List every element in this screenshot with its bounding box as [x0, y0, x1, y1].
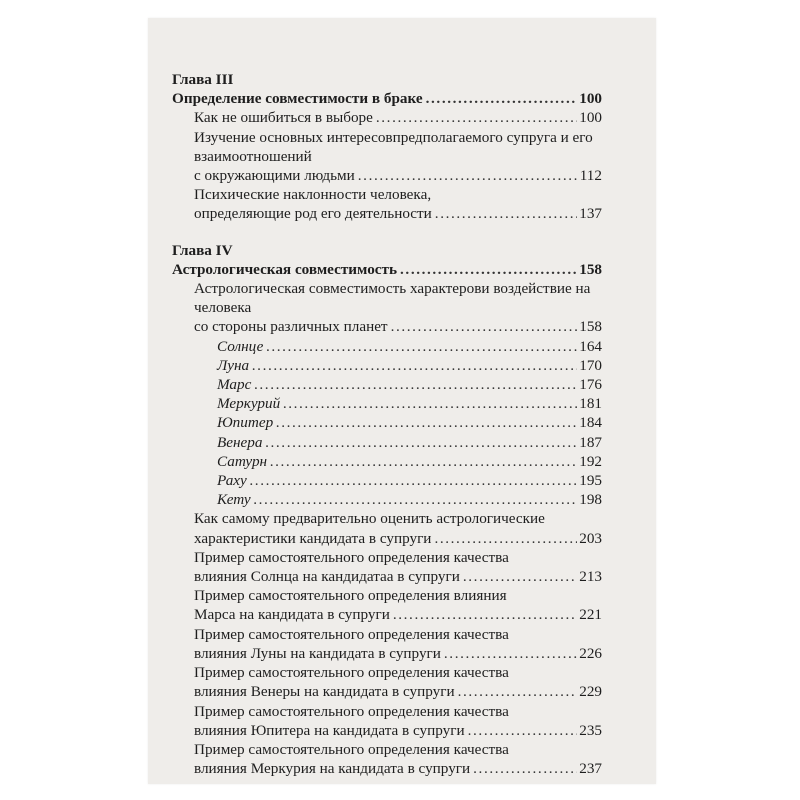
dot-leader [252, 356, 577, 375]
toc-entry-title: Кету [217, 491, 251, 509]
toc-entry[interactable] [172, 452, 602, 471]
toc-entry[interactable] [172, 702, 602, 740]
toc-entry-last-line [172, 260, 602, 279]
toc-entry-last-line [217, 452, 602, 471]
toc-entry-last-line [194, 204, 602, 223]
page-number: 237 [579, 760, 602, 778]
toc-entry-last-line [194, 166, 602, 185]
toc-entry[interactable] [172, 279, 602, 337]
toc-entry-line: предполагаемого супруга и его взаимоотношений [194, 128, 593, 165]
toc-entry-line: и воздействие на человека [194, 280, 591, 317]
toc-entry-last-line [194, 605, 602, 624]
toc-entry-last-line [217, 394, 602, 413]
toc-entry[interactable] [172, 740, 602, 778]
toc-entry-title: Астрологическая совместимость [172, 260, 398, 278]
page-number: 100 [579, 109, 602, 127]
dot-leader [393, 605, 577, 624]
toc-entry-title: влияния Меркурия на кандидата в супруги [194, 760, 471, 778]
toc-entry-line: Пример самостоятельного определения качества [194, 740, 509, 758]
toc-entry-title: Венера [217, 433, 263, 451]
toc-entry-title: определяющие род его деятельности [194, 205, 432, 223]
toc-entry[interactable] [172, 108, 602, 127]
dot-leader [473, 759, 577, 778]
chapter-label: Глава IV [172, 241, 233, 259]
dot-leader [426, 89, 578, 108]
toc-entry-title: Как не ошибиться в выборе [194, 109, 373, 127]
dot-leader [270, 452, 577, 471]
toc-entry-line: Астрологическая совместимость характеров [194, 280, 482, 298]
page-number: 112 [579, 167, 602, 185]
toc-entry[interactable] [172, 586, 602, 624]
page-number: 229 [579, 683, 602, 701]
toc-entry-line: Пример самостоятельного определения влияния [194, 587, 507, 605]
page-number: 137 [579, 205, 602, 223]
toc-entry-title: влияния Юпитера на кандидата в супруги [194, 721, 465, 739]
dot-leader [435, 204, 577, 223]
toc-entry-title: Марса на кандидата в супруги [194, 606, 390, 624]
page-number: 158 [579, 318, 602, 336]
toc-entry-title: Раху [217, 472, 247, 490]
toc-entry-last-line [194, 759, 602, 778]
dot-leader [254, 375, 577, 394]
toc-entry-line: Психические наклонности человека, [194, 186, 432, 204]
toc-entry-line: Пример самостоятельного определения качества [194, 625, 509, 643]
page-number: 100 [579, 90, 602, 108]
dot-leader [254, 490, 578, 509]
toc-entry-title: Сатурн [217, 452, 268, 470]
page-number: 164 [579, 337, 602, 355]
toc-entry-last-line [217, 356, 602, 375]
toc-entry-title: влияния Венеры на кандидата в супруги [194, 683, 455, 701]
dot-leader [458, 682, 578, 701]
toc-entry-last-line [194, 108, 602, 127]
toc-entry-line: Пример самостоятельного определения качества [194, 702, 509, 720]
toc-entry-last-line [194, 721, 602, 740]
dot-leader [266, 337, 577, 356]
toc-entry[interactable] [172, 356, 602, 375]
toc-entry-title: Луна [217, 356, 250, 374]
toc-entry[interactable] [172, 471, 602, 490]
toc-entry-title: Определение совместимости в браке [172, 90, 423, 108]
toc-entry[interactable] [172, 185, 602, 223]
page-number: 235 [579, 721, 602, 739]
toc-entry[interactable] [172, 89, 602, 108]
toc-entry-last-line [217, 375, 602, 394]
toc-entry[interactable] [172, 433, 602, 452]
page-number: 221 [579, 606, 602, 624]
toc-entry[interactable] [172, 394, 602, 413]
page-number: 195 [579, 472, 602, 490]
toc-entry-title: влияния Солнца на кандидатаа в супруги [194, 568, 460, 586]
toc-entry-title: со стороны различных планет [194, 318, 388, 336]
table-of-contents [172, 70, 602, 778]
toc-entry-last-line [194, 317, 602, 336]
dot-leader [376, 108, 577, 127]
page-number: 213 [579, 568, 602, 586]
toc-entry-title: влияния Луны на кандидата в супруги [194, 644, 441, 662]
toc-entry-last-line [217, 490, 602, 509]
dot-leader [444, 644, 577, 663]
toc-entry[interactable] [172, 260, 602, 279]
toc-entry-last-line [217, 413, 602, 432]
toc-entry[interactable] [172, 128, 602, 186]
toc-entry-last-line [217, 471, 602, 490]
toc-entry[interactable] [172, 548, 602, 586]
dot-leader [358, 166, 578, 185]
toc-entry-last-line [172, 89, 602, 108]
page-number: 181 [579, 395, 602, 413]
chapter-label: Глава III [172, 71, 234, 88]
toc-entry[interactable] [172, 337, 602, 356]
dot-leader [434, 529, 577, 548]
toc-entry-title: с окружающими людьми [194, 167, 355, 185]
toc-entry-line: Пример самостоятельного определения качества [194, 664, 509, 682]
toc-entry[interactable] [172, 413, 602, 432]
chapter-gap [172, 224, 602, 241]
toc-entry-line: Изучение основных интересов [194, 128, 393, 146]
toc-entry-last-line [217, 337, 602, 356]
toc-entry-title: Юпитер [217, 414, 274, 432]
dot-leader [283, 394, 577, 413]
page-number: 198 [579, 491, 602, 509]
toc-entry-last-line [194, 644, 602, 663]
page-number: 187 [579, 433, 602, 451]
toc-entry-last-line [194, 529, 602, 548]
toc-entry[interactable] [172, 490, 602, 509]
page-number: 184 [579, 414, 602, 432]
dot-leader [468, 721, 578, 740]
dot-leader [276, 413, 577, 432]
toc-entry-title: Меркурий [217, 395, 281, 413]
dot-leader [265, 433, 577, 452]
toc-entry[interactable] [172, 509, 602, 547]
toc-entry[interactable] [172, 663, 602, 701]
page-number: 170 [579, 356, 602, 374]
dot-leader [463, 567, 577, 586]
dot-leader [391, 317, 578, 336]
page-number: 203 [579, 529, 602, 547]
toc-entry[interactable] [172, 375, 602, 394]
toc-entry-title: Марс [217, 376, 252, 394]
dot-leader [250, 471, 577, 490]
toc-entry-line: Пример самостоятельного определения качества [194, 548, 509, 566]
toc-entry-last-line [194, 567, 602, 586]
toc-entry-title: Солнце [217, 337, 264, 355]
page-number: 158 [579, 260, 602, 278]
toc-entry-last-line [194, 682, 602, 701]
toc-entry-line: Как самому предварительно оценить астрологические [194, 510, 545, 528]
page-number: 192 [579, 452, 602, 470]
page-number: 176 [579, 376, 602, 394]
dot-leader [400, 260, 577, 279]
toc-entry-title: характеристики кандидата в супруги [194, 529, 432, 547]
page-number: 226 [579, 644, 602, 662]
toc-entry[interactable] [172, 625, 602, 663]
toc-entry-last-line [217, 433, 602, 452]
